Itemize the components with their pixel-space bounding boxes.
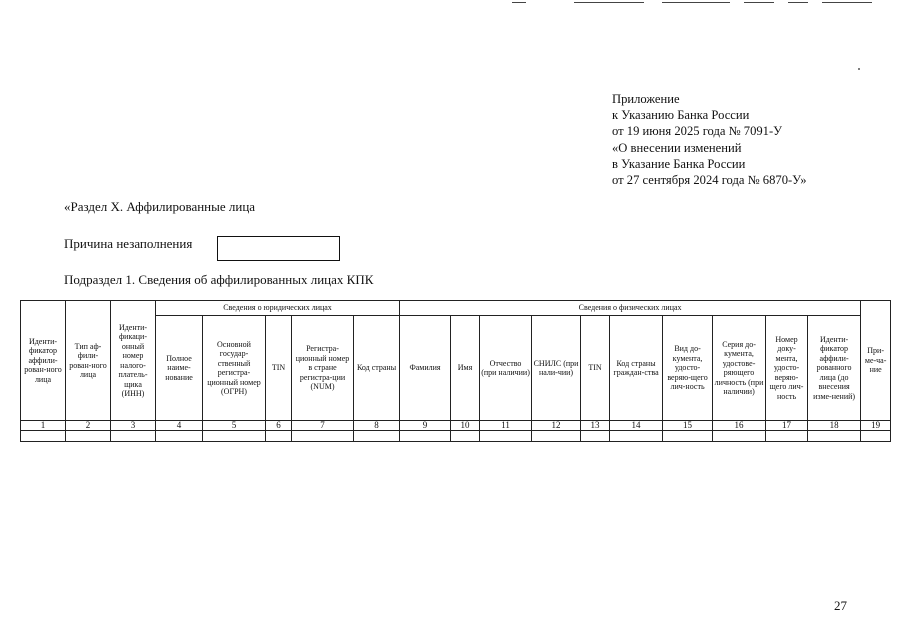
appendix-line: «О внесении изменений	[612, 140, 742, 155]
group-header-individual: Сведения о физических лицах	[400, 301, 861, 316]
col-header: Имя	[451, 316, 480, 421]
table-cell[interactable]	[532, 431, 581, 442]
col-header: Код страны граждан-ства	[610, 316, 663, 421]
appendix-line: от 27 сентября 2024 года № 6870-У»	[612, 173, 807, 188]
table-cell[interactable]	[400, 431, 451, 442]
col-number: 1	[21, 421, 66, 431]
col-header: При-ме-ча-ние	[861, 301, 891, 421]
table-cell[interactable]	[111, 431, 156, 442]
scan-dot	[858, 68, 860, 70]
col-number: 3	[111, 421, 156, 431]
col-number: 8	[354, 421, 400, 431]
col-number: 5	[203, 421, 266, 431]
page-number: 27	[834, 598, 847, 613]
appendix-header	[612, 91, 807, 188]
table-cell[interactable]	[266, 431, 292, 442]
table-cell[interactable]	[713, 431, 766, 442]
col-number: 10	[451, 421, 480, 431]
table-cell[interactable]	[663, 431, 713, 442]
col-number: 9	[400, 421, 451, 431]
col-header: Код страны	[354, 316, 400, 421]
table-row	[21, 431, 891, 442]
col-number: 11	[480, 421, 532, 431]
reason-label: Причина незаполнения	[64, 236, 193, 251]
col-header: TIN	[266, 316, 292, 421]
table-cell[interactable]	[451, 431, 480, 442]
col-number: 4	[156, 421, 203, 431]
col-header: Иденти-фикатор аффили-рован-ного лица	[21, 301, 66, 421]
appendix-line: в Указание Банка России	[612, 156, 746, 171]
table-cell[interactable]	[480, 431, 532, 442]
col-number: 17	[766, 421, 808, 431]
table-cell[interactable]	[766, 431, 808, 442]
affiliated-persons-table	[20, 300, 891, 442]
table-cell[interactable]	[610, 431, 663, 442]
table-cell[interactable]	[156, 431, 203, 442]
table-cell[interactable]	[354, 431, 400, 442]
col-number: 7	[292, 421, 354, 431]
col-header: Вид до-кумента, удосто-веряю-щего лич-ность	[663, 316, 713, 421]
col-header: Номер доку-мента, удосто-веряю-щего лич-ность	[766, 316, 808, 421]
col-header: Иденти-фикатор аффили-рованного лица (до внесения изме-нений)	[808, 316, 861, 421]
col-number: 15	[663, 421, 713, 431]
group-header-legal: Сведения о юридических лицах	[156, 301, 400, 316]
col-header: Регистра-ционный номер в стране регистра-ции (NUM)	[292, 316, 354, 421]
col-header: TIN	[581, 316, 610, 421]
table-cell[interactable]	[581, 431, 610, 442]
table-cell[interactable]	[66, 431, 111, 442]
reason-input-box[interactable]	[217, 236, 340, 261]
table-cell[interactable]	[292, 431, 354, 442]
col-number: 18	[808, 421, 861, 431]
table-cell[interactable]	[203, 431, 266, 442]
top-scan-marks	[512, 2, 892, 5]
col-number: 2	[66, 421, 111, 431]
col-number: 19	[861, 421, 891, 431]
col-number: 6	[266, 421, 292, 431]
col-header: СНИЛС (при нали-чии)	[532, 316, 581, 421]
col-header: Отчество (при наличии)	[480, 316, 532, 421]
appendix-line: к Указанию Банка России	[612, 108, 750, 123]
table-cell[interactable]	[21, 431, 66, 442]
col-header: Полное наиме-нование	[156, 316, 203, 421]
col-number: 16	[713, 421, 766, 431]
table-cell[interactable]	[861, 431, 891, 442]
subsection-title: Подраздел 1. Сведения об аффилированных лицах КПК	[64, 272, 374, 287]
col-header: Серия до-кумента, удостове-ряющего личность (при наличии)	[713, 316, 766, 421]
col-header: Основной государ-ственный регистра-ционный номер (ОГРН)	[203, 316, 266, 421]
col-header: Фамилия	[400, 316, 451, 421]
col-number: 14	[610, 421, 663, 431]
col-number: 12	[532, 421, 581, 431]
appendix-line: Приложение	[612, 92, 680, 106]
col-header: Иденти-фикаци-онный номер налого-платель-щика (ИНН)	[111, 301, 156, 421]
section-title: «Раздел X. Аффилированные лица	[64, 199, 256, 214]
table-cell[interactable]	[808, 431, 861, 442]
col-number: 13	[581, 421, 610, 431]
appendix-line: от 19 июня 2025 года № 7091-У	[612, 124, 783, 139]
col-header: Тип аф-фили-рован-ного лица	[66, 301, 111, 421]
